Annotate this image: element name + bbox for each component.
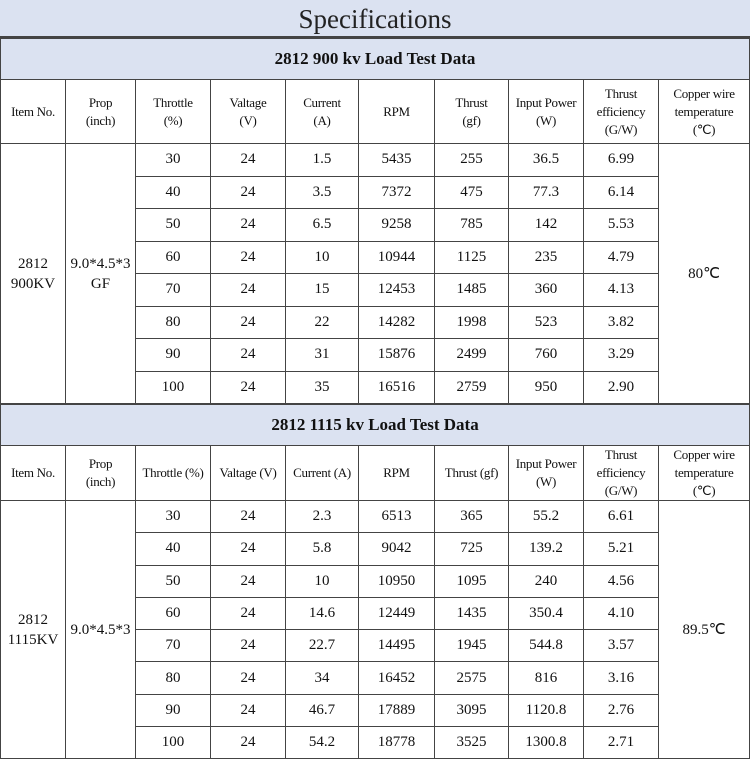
throttle-cell: 30 <box>136 501 211 533</box>
throttle-cell: 80 <box>136 662 211 694</box>
thrust-cell: 1125 <box>435 241 509 274</box>
thrust-cell: 3095 <box>435 694 509 726</box>
current-cell: 22.7 <box>286 630 359 662</box>
input-power-cell: 55.2 <box>509 501 584 533</box>
prop-cell: 9.0*4.5*3 <box>66 501 136 759</box>
prop-cell: 9.0*4.5*3 GF <box>66 144 136 404</box>
voltage-cell: 24 <box>211 144 286 177</box>
voltage-cell: 24 <box>211 597 286 629</box>
efficiency-cell: 5.53 <box>584 209 659 242</box>
current-cell: 35 <box>286 371 359 404</box>
current-cell: 6.5 <box>286 209 359 242</box>
current-cell: 10 <box>286 241 359 274</box>
throttle-cell: 100 <box>136 371 211 404</box>
voltage-cell: 24 <box>211 241 286 274</box>
rpm-cell: 15876 <box>359 339 435 372</box>
efficiency-cell: 2.90 <box>584 371 659 404</box>
thrust-cell: 365 <box>435 501 509 533</box>
thrust-cell: 1945 <box>435 630 509 662</box>
spec-tables <box>0 38 750 759</box>
copper-temp-header: Copper wire temperature (℃) <box>659 80 750 144</box>
page-title: Specifications <box>0 0 750 38</box>
rpm-cell: 12449 <box>359 597 435 629</box>
thrust-cell: 1998 <box>435 306 509 339</box>
voltage-cell: 24 <box>211 533 286 565</box>
efficiency-cell: 4.13 <box>584 274 659 307</box>
input-power-cell: 240 <box>509 565 584 597</box>
voltage-header: Valtage (V) <box>211 80 286 144</box>
efficiency-cell: 3.82 <box>584 306 659 339</box>
section-title: 2812 1115 kv Load Test Data <box>1 405 750 446</box>
voltage-cell: 24 <box>211 694 286 726</box>
thrust-cell: 1095 <box>435 565 509 597</box>
rpm-cell: 7372 <box>359 176 435 209</box>
current-cell: 34 <box>286 662 359 694</box>
throttle-cell: 100 <box>136 727 211 759</box>
thrust-cell: 1435 <box>435 597 509 629</box>
prop-header: Prop (inch) <box>66 80 136 144</box>
rpm-cell: 16452 <box>359 662 435 694</box>
voltage-cell: 24 <box>211 565 286 597</box>
thrust-header: Thrust (gf) <box>435 446 509 501</box>
current-cell: 22 <box>286 306 359 339</box>
throttle-cell: 80 <box>136 306 211 339</box>
rpm-cell: 9258 <box>359 209 435 242</box>
throttle-cell: 60 <box>136 241 211 274</box>
input-power-cell: 235 <box>509 241 584 274</box>
efficiency-cell: 5.21 <box>584 533 659 565</box>
input-power-cell: 139.2 <box>509 533 584 565</box>
current-cell: 5.8 <box>286 533 359 565</box>
efficiency-cell: 4.79 <box>584 241 659 274</box>
voltage-cell: 24 <box>211 371 286 404</box>
header-row <box>1 446 750 501</box>
rpm-cell: 16516 <box>359 371 435 404</box>
load-test-table <box>0 404 750 759</box>
thrust-cell: 2499 <box>435 339 509 372</box>
throttle-cell: 40 <box>136 533 211 565</box>
rpm-header: RPM <box>359 80 435 144</box>
input-power-cell: 350.4 <box>509 597 584 629</box>
voltage-cell: 24 <box>211 501 286 533</box>
input-power-cell: 950 <box>509 371 584 404</box>
input-power-cell: 760 <box>509 339 584 372</box>
current-cell: 10 <box>286 565 359 597</box>
throttle-header: Throttle (%) <box>136 80 211 144</box>
thrust-cell: 2575 <box>435 662 509 694</box>
copper-temp-header: Copper wire temperature (℃) <box>659 446 750 501</box>
item-no-header: Item No. <box>1 446 66 501</box>
efficiency-cell: 3.57 <box>584 630 659 662</box>
throttle-cell: 70 <box>136 274 211 307</box>
thrust-cell: 725 <box>435 533 509 565</box>
voltage-cell: 24 <box>211 339 286 372</box>
current-cell: 14.6 <box>286 597 359 629</box>
thrust-cell: 475 <box>435 176 509 209</box>
voltage-cell: 24 <box>211 176 286 209</box>
thrust-efficiency-header: Thrust efficiency (G/W) <box>584 446 659 501</box>
input-power-cell: 36.5 <box>509 144 584 177</box>
table-row <box>1 501 750 533</box>
rpm-cell: 10944 <box>359 241 435 274</box>
rpm-cell: 10950 <box>359 565 435 597</box>
throttle-cell: 50 <box>136 565 211 597</box>
prop-header: Prop (inch) <box>66 446 136 501</box>
rpm-cell: 14495 <box>359 630 435 662</box>
item-no-cell: 2812 900KV <box>1 144 66 404</box>
item-no-cell: 2812 1115KV <box>1 501 66 759</box>
current-cell: 15 <box>286 274 359 307</box>
efficiency-cell: 4.10 <box>584 597 659 629</box>
thrust-cell: 3525 <box>435 727 509 759</box>
throttle-cell: 90 <box>136 339 211 372</box>
rpm-cell: 12453 <box>359 274 435 307</box>
rpm-cell: 9042 <box>359 533 435 565</box>
efficiency-cell: 3.16 <box>584 662 659 694</box>
voltage-header: Valtage (V) <box>211 446 286 501</box>
efficiency-cell: 6.99 <box>584 144 659 177</box>
input-power-header: Input Power (W) <box>509 80 584 144</box>
input-power-cell: 544.8 <box>509 630 584 662</box>
throttle-cell: 30 <box>136 144 211 177</box>
voltage-cell: 24 <box>211 630 286 662</box>
current-cell: 3.5 <box>286 176 359 209</box>
current-cell: 46.7 <box>286 694 359 726</box>
thrust-cell: 1485 <box>435 274 509 307</box>
item-no-header: Item No. <box>1 80 66 144</box>
header-row <box>1 80 750 144</box>
voltage-cell: 24 <box>211 306 286 339</box>
voltage-cell: 24 <box>211 274 286 307</box>
rpm-header: RPM <box>359 446 435 501</box>
current-header: Current (A) <box>286 80 359 144</box>
current-cell: 31 <box>286 339 359 372</box>
copper-temp-cell: 80℃ <box>659 144 750 404</box>
input-power-cell: 816 <box>509 662 584 694</box>
current-header: Current (A) <box>286 446 359 501</box>
rpm-cell: 17889 <box>359 694 435 726</box>
throttle-cell: 40 <box>136 176 211 209</box>
input-power-header: Input Power (W) <box>509 446 584 501</box>
input-power-cell: 360 <box>509 274 584 307</box>
thrust-efficiency-header: Thrust efficiency (G/W) <box>584 80 659 144</box>
efficiency-cell: 2.71 <box>584 727 659 759</box>
rpm-cell: 18778 <box>359 727 435 759</box>
copper-temp-cell: 89.5℃ <box>659 501 750 759</box>
throttle-cell: 50 <box>136 209 211 242</box>
thrust-cell: 255 <box>435 144 509 177</box>
load-test-table <box>0 38 750 404</box>
input-power-cell: 523 <box>509 306 584 339</box>
input-power-cell: 1120.8 <box>509 694 584 726</box>
throttle-header: Throttle (%) <box>136 446 211 501</box>
current-cell: 1.5 <box>286 144 359 177</box>
input-power-cell: 77.3 <box>509 176 584 209</box>
efficiency-cell: 6.61 <box>584 501 659 533</box>
thrust-header: Thrust (gf) <box>435 80 509 144</box>
section-title: 2812 900 kv Load Test Data <box>1 39 750 80</box>
efficiency-cell: 4.56 <box>584 565 659 597</box>
efficiency-cell: 3.29 <box>584 339 659 372</box>
throttle-cell: 90 <box>136 694 211 726</box>
current-cell: 2.3 <box>286 501 359 533</box>
table-row <box>1 144 750 177</box>
thrust-cell: 785 <box>435 209 509 242</box>
throttle-cell: 60 <box>136 597 211 629</box>
rpm-cell: 6513 <box>359 501 435 533</box>
efficiency-cell: 2.76 <box>584 694 659 726</box>
input-power-cell: 1300.8 <box>509 727 584 759</box>
rpm-cell: 5435 <box>359 144 435 177</box>
thrust-cell: 2759 <box>435 371 509 404</box>
current-cell: 54.2 <box>286 727 359 759</box>
efficiency-cell: 6.14 <box>584 176 659 209</box>
input-power-cell: 142 <box>509 209 584 242</box>
voltage-cell: 24 <box>211 727 286 759</box>
rpm-cell: 14282 <box>359 306 435 339</box>
voltage-cell: 24 <box>211 209 286 242</box>
voltage-cell: 24 <box>211 662 286 694</box>
throttle-cell: 70 <box>136 630 211 662</box>
